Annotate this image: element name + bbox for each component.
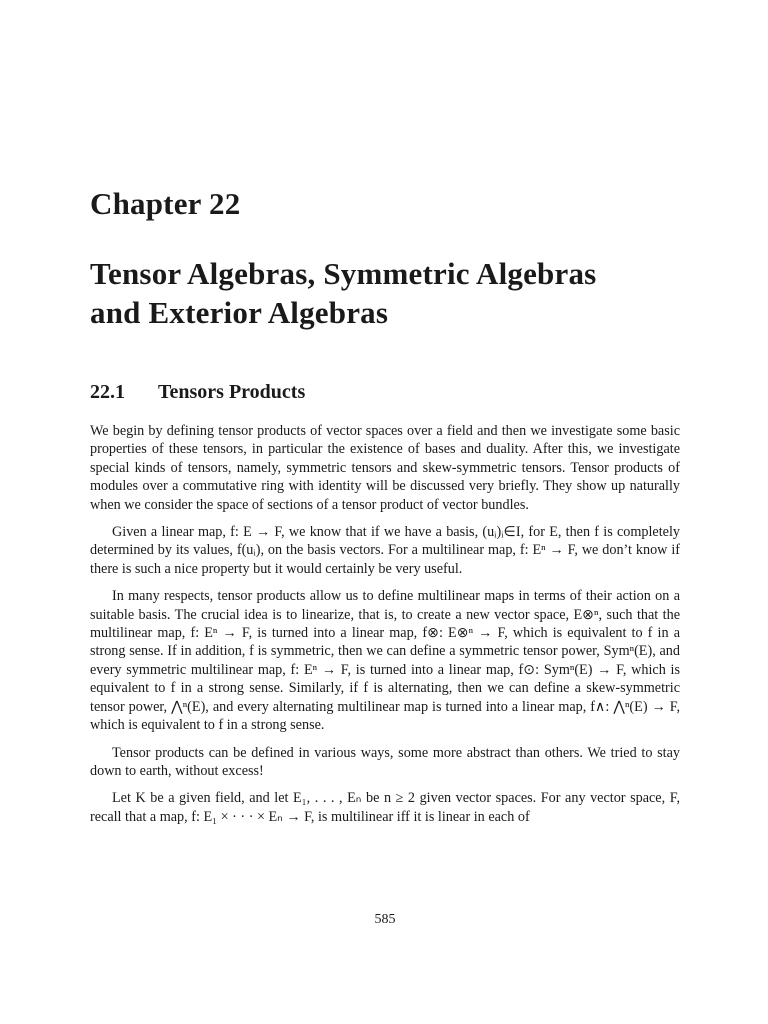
body-text [90,422,680,835]
page-number: 585 [374,912,396,927]
paragraph-4: Tensor products can be defined in various ways, some more abstract than others. We tried to stay down to earth, without excess! [90,744,680,779]
chapter-title [90,254,690,332]
chapter-label: Chapter 22 [90,186,241,221]
paragraph-1: We begin by defining tensor products of vector spaces over a field and then we investigate some basic properties of these tensors, in particular the existence of bases and duality. After this, we investigate special kinds of tensors, namely, symmetric tensors and skew-symmetric tensors. Tensor products of modules over a commutative ring with identity will be discussed very briefly. They show up naturally when we consider the space of sections of a tensor product of vector bundles. [90,423,680,513]
section-number: 22.1 [90,381,125,403]
chapter-title-line-2: and Exterior Algebras [90,295,389,330]
paragraph-3: In many respects, tensor products allow us to define multilinear maps in terms of their action on a suitable basis. The crucial idea is to linearize, that is, to create a new vector space, E⊗ⁿ, such that the multilinear map, f: Eⁿ → F, is turned into a linear map, f⊗: E⊗ⁿ → F, which is equivalent to f in a strong sense. If in addition, f is symmetric, then we can define a symmetric tensor power, Symⁿ(E), and every symmetric multilinear map, f: Eⁿ → F, is turned into a linear map, f⊙: Symⁿ(E) → F, which is equivalent to f in a strong sense. Similarly, if f is alternating, then we can define a skew-symmetric tensor power, ⋀ⁿ(E), and every alternating multilinear map is turned into a linear map, f∧: ⋀ⁿ(E) → F, which is equivalent to f in a strong sense. [90,588,680,734]
paragraph-2: Given a linear map, f: E → F, we know that if we have a basis, (uᵢ)ᵢ∈I, for E, then f is completely determined by its values, f(uᵢ), on the basis vectors. For a multilinear map, f: Eⁿ → F, we don’t know if there is such a nice property but it would certainly be very useful. [90,524,680,577]
chapter-title-line-1: Tensor Algebras, Symmetric Algebras [90,256,597,291]
paragraph-5: Let K be a given field, and let E₁, . . . , Eₙ be n ≥ 2 given vector spaces. For any vector space, F, recall that a map, f: E₁ × · · · × Eₙ → F, is multilinear iff it is linear in each of [90,790,680,825]
document-page [90,0,680,1024]
section-title: Tensors Products [158,381,306,403]
section-heading [90,381,305,404]
